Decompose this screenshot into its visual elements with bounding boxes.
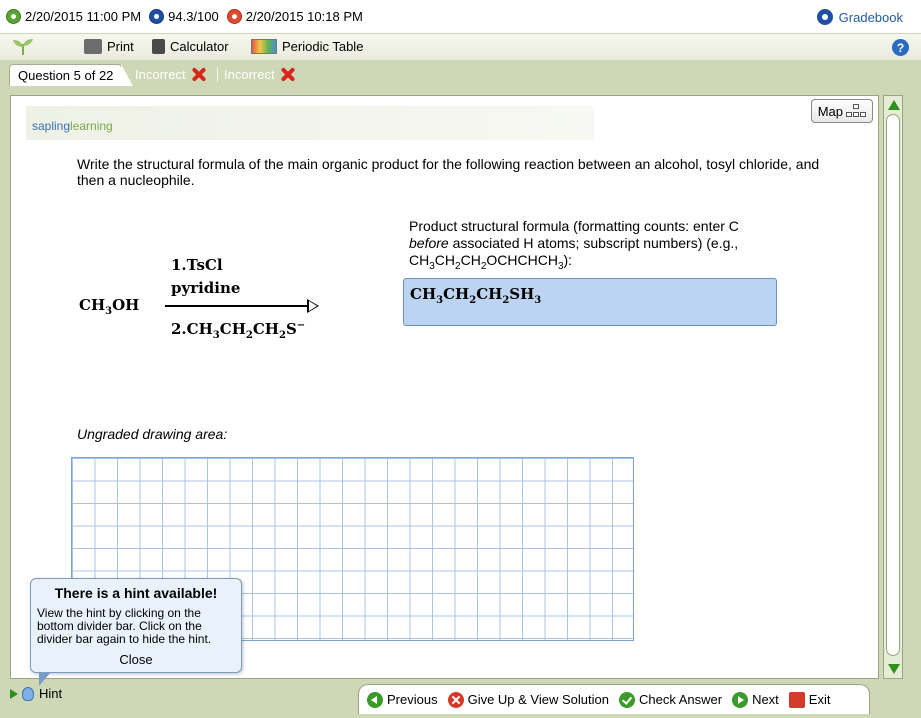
check-icon [619,692,635,708]
logo-text-sapling: sapling [32,119,71,133]
scroll-up-arrow-icon[interactable] [888,100,900,110]
attempt-tab-1[interactable] [135,66,207,83]
hint-popup-title: There is a hint available! [54,585,218,601]
sapling-banner [26,106,594,140]
calculator-label: Calculator [170,39,229,54]
exit-door-icon [789,692,805,708]
ungraded-label: Ungraded drawing area: [77,426,228,442]
question-text: Write the structural formula of the main organic product for the following reaction between an alcohol, tosyl chloride, and then a nucleophile. [77,156,820,188]
exit-button[interactable] [789,692,831,708]
sprout-logo-icon [10,38,36,56]
attempt-label: Incorrect [224,67,275,82]
toolbar [0,34,921,60]
hint-label: Hint [39,686,63,701]
navigation-bar [358,684,870,714]
help-button[interactable]: ? [892,39,909,56]
map-button[interactable] [811,99,873,123]
give-up-label: Give Up & View Solution [467,692,609,707]
previous-label: Previous [387,692,438,707]
exit-label: Exit [808,692,831,707]
hint-popup [30,578,242,673]
last-date-text: 2/20/2015 10:18 PM [245,9,363,24]
give-up-x-icon [448,692,464,708]
previous-arrow-icon [367,692,383,708]
check-answer-button[interactable] [619,692,722,708]
check-answer-label: Check Answer [638,692,723,707]
reaction-arrow [165,305,315,307]
reagent-step-2: $2.CH_3CH_2CH_2S^-$ [171,320,306,341]
question-tabs [0,60,921,87]
expand-arrow-icon [10,689,18,699]
periodic-table-icon [251,39,277,54]
calculator-button[interactable] [152,39,229,54]
attempt-label: Incorrect [135,67,186,82]
reagent-solvent: pyridine [171,279,241,297]
lightbulb-icon [22,687,34,701]
hint-popup-body: View the hint by clicking on the bottom divider bar. Click on the divider bar again to hide the hint. [37,606,212,646]
scroll-down-arrow-icon[interactable] [888,664,900,674]
incorrect-x-icon [190,66,207,83]
logo-text-learning: learning [70,119,113,133]
score-text: 94.3/100 [168,9,219,24]
gradebook-icon [817,9,833,25]
reagent-step-1: 1.TsCl [171,256,223,274]
reactant-formula: $CH_3OH$ [79,296,140,317]
print-button[interactable] [84,39,134,54]
hint-bar[interactable] [10,686,62,701]
score-icon [149,9,164,24]
due-date-status [6,9,141,24]
print-label: Print [107,39,134,54]
map-label: Map [817,103,843,119]
next-label: Next [752,692,779,707]
answer-instructions: Product structural formula (formatting counts: enter C before associated H atoms; subscript numbers) (e.g., $CH_3CH_2CH_2OCHCHCH_3$): [409,218,739,272]
printer-icon [84,39,102,54]
scroll-thumb[interactable] [886,114,900,656]
score-status [149,9,219,24]
attempt-tab-2[interactable] [224,66,296,83]
due-date-text: 2/20/2015 11:00 PM [25,9,142,24]
tab-question-current[interactable]: Question 5 of 22 [9,64,122,86]
previous-button[interactable] [367,692,438,708]
vertical-scrollbar[interactable] [883,95,903,679]
reaction-arrow-head [307,299,319,313]
incorrect-x-icon [279,66,296,83]
answer-input[interactable] [403,278,777,326]
last-date-status [227,9,363,24]
calculator-icon [152,39,165,54]
hint-close-button[interactable]: Close [119,652,153,667]
periodic-table-button[interactable] [251,39,363,54]
sitemap-icon [846,104,866,118]
periodic-table-label: Periodic Table [282,39,364,54]
answer-value: $CH_3CH_2CH_2SH_3$ [410,285,542,306]
next-arrow-icon [732,692,748,708]
history-icon [227,9,242,24]
sapling-logo [32,119,113,133]
next-button[interactable] [732,692,779,708]
clock-icon [6,9,21,24]
gradebook-link[interactable] [817,9,903,25]
tab-divider [217,67,218,82]
gradebook-label: Gradebook [838,9,903,25]
status-bar [0,0,921,34]
give-up-button[interactable] [448,692,609,708]
